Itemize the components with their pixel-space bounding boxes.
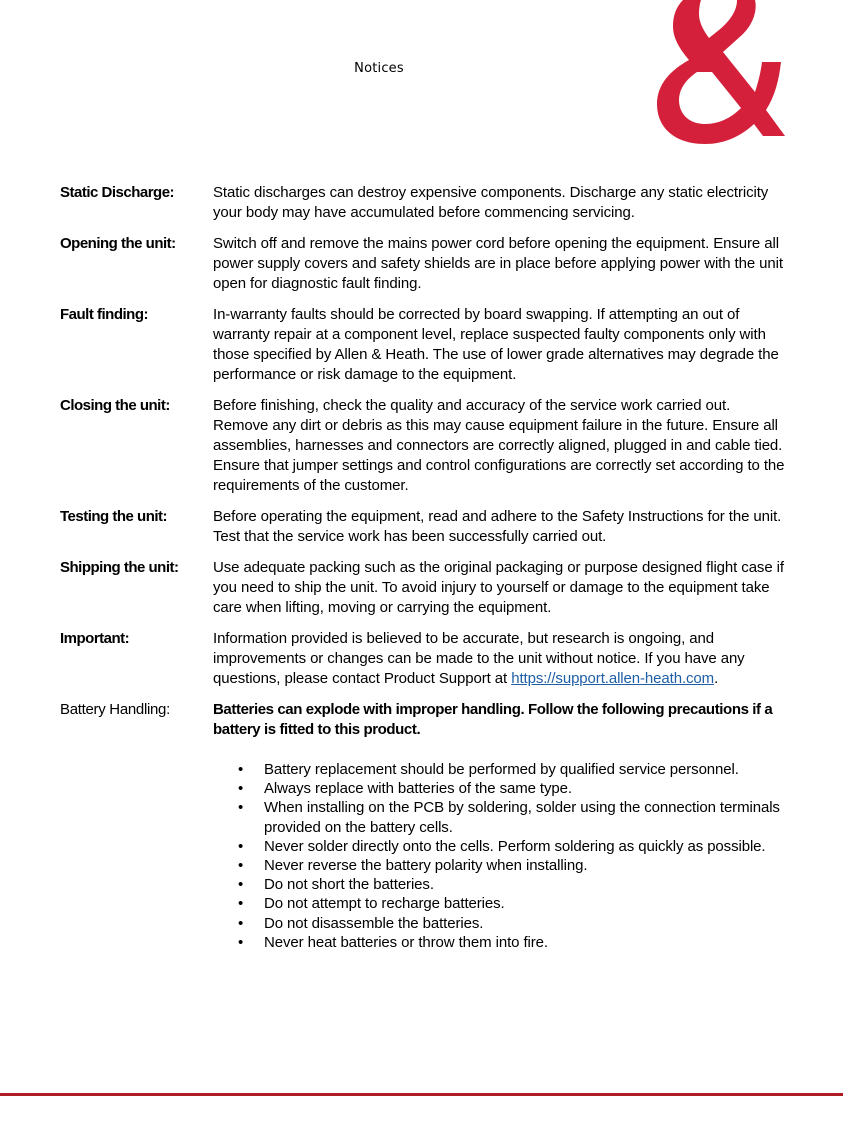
list-item: • Always replace with batteries of the same type. bbox=[237, 779, 797, 798]
notice-battery-handling bbox=[60, 700, 790, 740]
battery-precautions-list bbox=[237, 760, 797, 952]
footer-divider bbox=[0, 1093, 843, 1096]
battery-intro: Batteries can explode with improper handling. Follow the following precautions if a battery is fitted to this product. bbox=[213, 701, 773, 738]
notice-label: Testing the unit: bbox=[60, 508, 168, 525]
list-item: • Never reverse the battery polarity when installing. bbox=[237, 856, 797, 875]
brand-logo bbox=[645, 0, 795, 152]
notices-list bbox=[60, 183, 790, 740]
notice-testing-unit bbox=[60, 507, 790, 547]
notice-text: Static discharges can destroy expensive components. Discharge any static electricity your body may have accumulated before commencing servicing. bbox=[213, 184, 769, 221]
list-item: • Do not attempt to recharge batteries. bbox=[237, 894, 797, 913]
notice-text: Switch off and remove the mains power cord before opening the equipment. Ensure all power supply covers and safety shields are in place before applying power with the unit open for diagnostic fault finding. bbox=[213, 235, 783, 292]
page-title: Notices bbox=[354, 61, 404, 76]
list-item: • Never heat batteries or throw them into fire. bbox=[237, 933, 797, 952]
support-link[interactable]: https://support.allen-heath.com bbox=[511, 670, 715, 687]
ampersand-logo-icon bbox=[645, 0, 795, 152]
notice-label: Opening the unit: bbox=[60, 235, 176, 252]
notice-label: Important: bbox=[60, 630, 130, 647]
notice-label: Battery Handling: bbox=[60, 701, 170, 718]
notice-label: Shipping the unit: bbox=[60, 559, 179, 576]
list-item: • When installing on the PCB by soldering, solder using the connection terminals provided on the battery cells. bbox=[237, 798, 797, 836]
notice-text bbox=[213, 629, 788, 689]
notice-shipping-unit bbox=[60, 558, 790, 618]
list-item: • Battery replacement should be performed by qualified service personnel. bbox=[237, 760, 797, 779]
notice-static-discharge bbox=[60, 183, 790, 223]
important-suffix: . bbox=[714, 670, 719, 687]
notice-text: Use adequate packing such as the original packaging or purpose designed flight case if you need to ship the unit. To avoid injury to yourself or damage to the equipment take care when lifting, moving or carrying the equipment. bbox=[213, 559, 784, 616]
notice-text: Before finishing, check the quality and accuracy of the service work carried out. Remove any dirt or debris as this may cause equipment failure in the future. Ensure all assemblies, harnesses and connectors are correctly aligned, plugged in and cable tied. Ensure that jumper settings and control configurations are correctly set according to the requirements of the customer. bbox=[213, 397, 785, 494]
important-text: Information provided is believed to be accurate, but research is ongoing, and improvements or changes can be made to the unit without notice. If you have any questions, please contact Product Support at bbox=[213, 630, 745, 687]
notice-label: Closing the unit: bbox=[60, 397, 170, 414]
notice-closing-unit bbox=[60, 396, 790, 496]
list-item: • Never solder directly onto the cells. Perform soldering as quickly as possible. bbox=[237, 837, 797, 856]
notice-label: Static Discharge: bbox=[60, 184, 175, 201]
notice-label: Fault finding: bbox=[60, 306, 148, 323]
notice-text: Before operating the equipment, read and adhere to the Safety Instructions for the unit. Test that the service work has been successfully carried out. bbox=[213, 508, 782, 545]
notice-fault-finding bbox=[60, 305, 790, 385]
list-item: • Do not short the batteries. bbox=[237, 875, 797, 894]
notice-opening-unit bbox=[60, 234, 790, 294]
notice-text: In-warranty faults should be corrected by board swapping. If attempting an out of warranty repair at a component level, replace suspected faulty components only with those specified by Allen & Heath. The use of lower grade alternatives may degrade the performance or risk damage to the equipment. bbox=[213, 306, 779, 383]
notice-important bbox=[60, 629, 790, 689]
list-item: • Do not disassemble the batteries. bbox=[237, 914, 797, 933]
